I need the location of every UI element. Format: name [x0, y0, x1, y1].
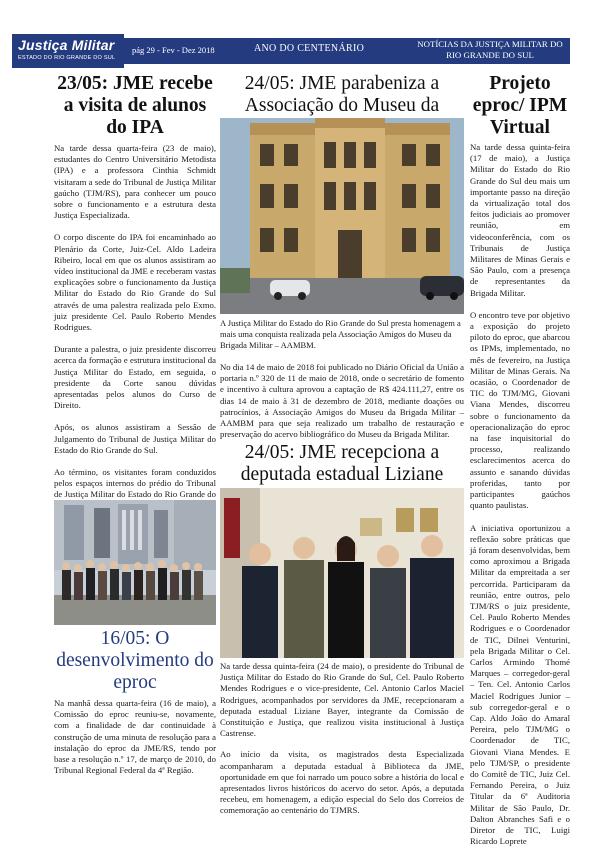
photo-ipa-students-image [54, 500, 216, 625]
photo-ipa-students [54, 500, 216, 625]
right-column [470, 73, 570, 848]
photo-deputada-visit [220, 488, 464, 658]
article-headline-deputada: 24/05: JME recepciona a deputada estadual Liziane [240, 442, 444, 486]
article-paragraph: Ao início da visita, os magistrados desta Especializada acompanharam a deputada estadual à Biblioteca da JME, oportunidade em que foi narrado um pouco sobre a história do local e apresentados livros históricos do acervo do setor. Após, a deputada recebeu, em homenagem, a edição especial do Selo dos Correios de comemoração ao centenário do TJMRS. [220, 749, 464, 816]
article-paragraph: Na tarde dessa quinta-feira (17 de maio), a Justiça Militar do Estado do Rio Grande do Sul deu mais um importante passo na direção da virtualização total dos feitos judiciais ao promover reunião, em videoconferência, com os Tribunais de Justiça Militares de Minas Gerais e São Paulo, com a presença de representantes da Brigada Militar. [470, 142, 570, 298]
article-paragraph: No dia 14 de maio de 2018 foi publicado no Diário Oficial da União a portaria n.º 320 de 11 de maio de 2018, onde o secretário de fomento e incentivo à cultura aprovou a captação de R$ 424.111,27, entre os dias 14 de maio à 31 de dezembro de 2018, mediante doações ou patrocínios, à Associação Amigos do Museu da Brigada Militar – AAMBM para que seja realizado um trabalho de restauração e preservação do acervo bibliográfico do Museu da Brigada Militar. [220, 362, 464, 440]
article-headline-ipa: 23/05: JME recebe a visita de alunos do IPA [57, 73, 213, 138]
article-headline-eproc-dev: 16/05: O desenvolvimento do eproc [56, 628, 214, 693]
article-paragraph: Na tarde dessa quinta-feira (24 de maio), o presidente do Tribunal de Justiça Militar do Estado do Rio Grande do Sul, Cel. Paulo Roberto Mendes Rodrigues e o vice-presidente, Cel. Antonio Carlos Maciel Rodrigues, acompanhados por servidores da JME, recepcionaram a deputada estadual Liziane Bayer, integrante da Comissão de Constituição e Justiça, que realizou visita institucional à Justiça Castrense. [220, 661, 464, 739]
justica-militar-logo [12, 34, 124, 68]
article-paragraph: Na manhã dessa quarta-feira (16 de maio), a Comissão do eproc reuniu-se, novamente, com a finalidade de dar continuidade à construção de uma minuta de resolução para a instalação do eproc da JME/RS, tendo por base a resolução n.º 17, de março de 2010, do Tribunal Regional Federal da 4ª Região. [54, 698, 216, 776]
article-headline-eproc-ipm: Projeto eproc/ IPM Virtual [472, 73, 568, 138]
logo-subtitle: ESTADO DO RIO GRANDE DO SUL [18, 55, 116, 61]
photo-museu-building [220, 118, 464, 314]
logo-title: Justiça Militar [18, 37, 115, 53]
article-paragraph: Na tarde dessa quarta-feira (23 de maio), estudantes do Centro Universitário Metodista (IPA) e a professora Cinthia Schmidt visitaram a sede do Tribunal de Justiça Militar gaúcho (TJM/RS), para conhecer um pouco sobre o funcionamento e a estrutura desta Justiça Especializada. [54, 143, 216, 221]
article-paragraph: Após, os alunos assistiram a Sessão de Julgamento do Tribunal de Justiça Militar do Estado do Rio Grande do Sul. [54, 422, 216, 455]
article-paragraph: Ao término, os visitantes foram conduzidos pelos espaços internos do prédio do Tribunal de Justiça Militar do Estado do Rio Grande do [54, 467, 216, 500]
article-paragraph: Durante a palestra, o juiz presidente discorreu acerca da formação e estrutura institucional da Justiça Militar do Estado, em seguida, o presidente da Corte sanou dúvidas apresentadas pelos alunos do Curso de Direito. [54, 344, 216, 411]
article-paragraph: O encontro teve por objetivo a exposição do projeto piloto do eproc, que abarcou os IPMs, implementado, no mês de fevereiro, na Justiça Militar de Minas Gerais. Na ocasião, o Coordenador de TIC do TJM/MG, Giovani Viana Mendes, discorreu sobre o funcionamento da operacionalização do eproc na fase inquisitorial do processo, realizando esclarecimentos acerca do assunto e sanando dúvidas proferidas, tanto por participantes gaúchos quanto paulistas. [470, 309, 570, 511]
photo-caption-museu: A Justiça Militar do Estado do Rio Grande do Sul presta homenagem a mais uma conquista realizada pela Associação Amigos do Museu da Brigada Militar – AAMBM. [220, 318, 461, 350]
page-info: pág 29 - Fev - Dez 2018 [132, 45, 215, 55]
section-title: ANO DO CENTENÁRIO [254, 43, 365, 54]
article-headline-museu: 24/05: JME parabeniza a Associação do Museu da [244, 73, 440, 116]
left-column-bottom [54, 628, 216, 787]
photo-deputada-visit-image [220, 488, 464, 658]
middle-column-article [220, 362, 464, 508]
left-column [54, 73, 216, 557]
article-paragraph: A iniciativa oportunizou a reflexão sobre práticas que já foram desenvolvidas, bem como aproximou a Brigada Militar da empreitada a ser percorrida. Participaram da reunião, entre outros, pelo TJM/RS o juiz presidente, Cel. Paulo Roberto Mendes Rodrigues e o Coordenador de TIC, Dilnei Venturini, pela Brigada Militar o Cel. Carlos Armindo Thomé Marques – corregedor-geral – Ten. Cel. Antonio Carlos Maciel Rodrigues Junior – sub corregedor-geral e o Cap. Aldo João do Amaral Pereira, pelo TJM/MG o Coordenador de TIC, Giovani Viana Mendes. E pelo TJM/SP, o presidente do Comitê de TIC, Juiz Cel. Fernando Pereira, o Juiz Titular da 6ª Auditoria Militar de São Paulo, Dr. Dalton Abranches Safi e o Diretor de TIC, Luigi Ricardo Loprete [470, 522, 570, 847]
middle-column-bottom [220, 661, 464, 828]
newsletter-title: NOTÍCIAS DA JUSTIÇA MILITAR DO RIO GRANDE DO SUL [417, 39, 563, 60]
article-paragraph: O corpo discente do IPA foi encaminhado ao Plenário da Corte, Juiz-Cel. Aldo Ladeira Ribeiro, local em que os alunos assistiram ao vídeo institucional da JME e receberam vastas explicações sobre o funcionamento da Justiça Militar do Estado do Rio Grande do Sul através de uma palestra realizada pelo Exmo. juiz presidente Cel. Paulo Roberto Mendes Rodrigues. [54, 232, 216, 333]
photo-museu-building-image [220, 118, 464, 314]
